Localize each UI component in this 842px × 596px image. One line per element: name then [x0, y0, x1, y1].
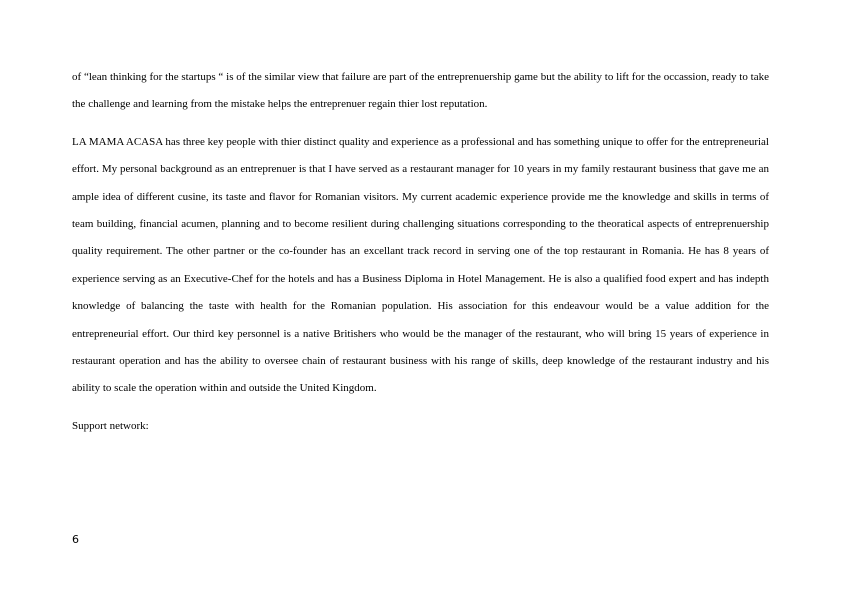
page-number: 6	[72, 533, 79, 546]
paragraph-key-people: LA MAMA ACASA has three key people with thier distinct quality and experience as a professional and has something unique to offer for the entrepreneurial effort. My personal background as an entreprenuer is that I have served as a restaurant manager for 10 years in my family restaurant business that gave me an ample idea of different cusine, its taste and flavor for Romanian visitors. My current academic experience provide me the knowledge and skills in terms of team building, financial acumen, planning and to become resilient during challenging situations corresponding to the theoratical aspects of entreprenuership quality requirement. The other partner or the co-founder has an excellant track record in serving one of the top restaurant in Romania. He has 8 years of experience serving as an Executive-Chef for the hotels and has a Business Diploma in Hotel Management. He is also a qualified food expert and has indepth knowledge of balancing the taste with health for the Romanian population. His association for this endeavour would be a value addition for the entrepreneurial effort. Our third key personnel is a native Britishers who would be the manager of the restaurant, who will bring 15 years of experience in restaurant operation and has the ability to oversee chain of restaurant business with his range of skills, deep knowledge of the restaurant industry and his ability to scale the operation within and outside the United Kingdom.	[72, 135, 769, 395]
document-body	[72, 64, 769, 440]
section-heading-support-network: Support network:	[72, 419, 149, 432]
paragraph-lean-thinking: of “lean thinking for the startups “ is of the similar view that failure are part of the entreprenuership game but the ability to lift for the occassion, ready to take the challenge and learning from the mistake helps the entreprenuer regain thier lost reputation.	[72, 71, 769, 111]
